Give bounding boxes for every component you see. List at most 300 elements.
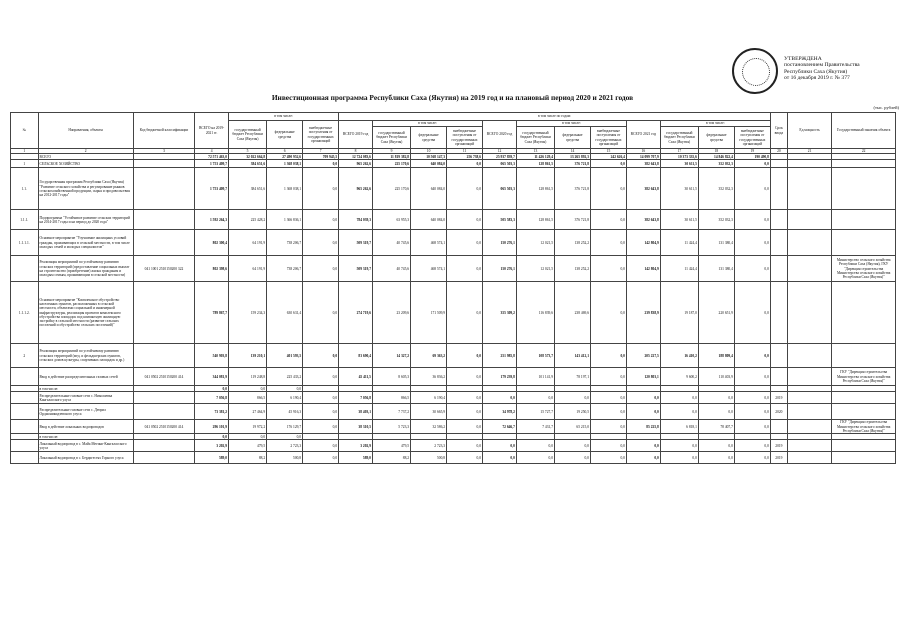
row-value: 6 818,1 bbox=[660, 420, 698, 434]
row-value: 0,0 bbox=[734, 420, 770, 434]
table-row bbox=[11, 210, 896, 230]
header-2020: ВСЕГО 2020 год bbox=[483, 121, 517, 149]
row-value: 0,0 bbox=[447, 230, 483, 256]
row-value: 0,0 bbox=[447, 368, 483, 386]
column-number: 17 bbox=[660, 149, 698, 154]
column-number: 16 bbox=[626, 149, 660, 154]
header-federal: федеральные средства bbox=[267, 121, 303, 149]
row-term bbox=[770, 420, 787, 434]
row-value: 0,0 bbox=[555, 452, 591, 464]
row-capacity bbox=[787, 420, 831, 434]
row-value: 131 380,4 bbox=[698, 256, 734, 282]
row-value: 32 022 664,8 bbox=[229, 154, 267, 160]
row-value: 630 631,4 bbox=[267, 282, 303, 344]
row-value: 0,0 bbox=[447, 168, 483, 210]
row-value: 8 605,3 bbox=[372, 368, 410, 386]
row-customer bbox=[832, 344, 896, 368]
row-value: 382 643,8 bbox=[626, 210, 660, 230]
row-value: 0,0 bbox=[590, 210, 626, 230]
row-term bbox=[770, 344, 787, 368]
row-value: 0,0 bbox=[590, 368, 626, 386]
row-value: 23 209,6 bbox=[372, 282, 410, 344]
row-number bbox=[11, 392, 39, 404]
row-value: 16 410,2 bbox=[660, 344, 698, 368]
row-value: 0,0 bbox=[303, 404, 339, 420]
row-value: 11 819 382,8 bbox=[372, 154, 410, 160]
approval-stamp bbox=[784, 56, 902, 82]
row-value: 38 403,1 bbox=[339, 404, 373, 420]
row-value: 640 084,0 bbox=[411, 168, 447, 210]
row-value: 0,0 bbox=[303, 282, 339, 344]
row-value: 382 643,8 bbox=[626, 160, 660, 168]
row-term bbox=[770, 282, 787, 344]
row-value: 0,0 bbox=[698, 452, 734, 464]
column-number: 5 bbox=[229, 149, 267, 154]
row-value: 5 723,3 bbox=[372, 420, 410, 434]
row-value: 738 206,7 bbox=[267, 256, 303, 282]
row-value: 0,0 bbox=[483, 392, 517, 404]
row-value: 12 021,5 bbox=[516, 230, 554, 256]
row-name: Реализация мероприятий по устойчивому развитию сельских территорий (предоставление социальных выплат на строительство (приобретение) жилья гражданам и молодым семьям, проживающим в сельской местности) bbox=[38, 256, 133, 282]
row-value: 0,0 bbox=[303, 344, 339, 368]
column-number: 13 bbox=[516, 149, 554, 154]
row-value: 0,0 bbox=[303, 256, 339, 282]
row-value: 0,0 bbox=[447, 160, 483, 168]
row-value: 344 081,9 bbox=[195, 368, 229, 386]
row-value: 12 021,5 bbox=[516, 256, 554, 282]
row-value: 802 398,6 bbox=[195, 256, 229, 282]
row-value: 10 568 147,3 bbox=[411, 154, 447, 160]
row-number bbox=[11, 404, 39, 420]
row-value: 0,0 bbox=[660, 392, 698, 404]
row-value: 0,0 bbox=[590, 452, 626, 464]
row-value: 376 721,8 bbox=[555, 160, 591, 168]
column-number: 8 bbox=[339, 149, 373, 154]
row-value: 1 368 038,1 bbox=[267, 168, 303, 210]
row-code bbox=[133, 440, 194, 452]
row-value: 2 723,3 bbox=[411, 440, 447, 452]
row-value: 9 600,2 bbox=[660, 368, 698, 386]
row-value: 965 262,6 bbox=[339, 168, 373, 210]
row-value: 589,0 bbox=[339, 452, 373, 464]
row-value: 150 276,1 bbox=[483, 230, 517, 256]
row-capacity bbox=[787, 230, 831, 256]
header-name: Направления, объекты bbox=[38, 113, 133, 149]
header-2019: ВСЕГО 2019 год bbox=[339, 121, 373, 149]
row-name: Ввод в действие локальных водопроводов bbox=[38, 420, 133, 434]
approval-line: Республики Саха (Якутия) bbox=[784, 68, 848, 75]
column-number: 14 bbox=[555, 149, 591, 154]
row-value: 73 381,2 bbox=[195, 404, 229, 420]
row-customer: ГКУ "Дирекция строительства Министерства сельского хозяйства Республики Саха (Якутия)" bbox=[832, 368, 896, 386]
row-number: 1.1.1.2. bbox=[11, 282, 39, 344]
row-value: 1 592 264,3 bbox=[195, 210, 229, 230]
row-value: 3 202,9 bbox=[339, 440, 373, 452]
header-extra: внебюджетные поступления от государственных организаций bbox=[303, 121, 339, 149]
row-value: 0,0 bbox=[483, 440, 517, 452]
row-value: 19 187,0 bbox=[660, 282, 698, 344]
row-name: ВСЕГО bbox=[38, 154, 133, 160]
row-value: 19 250,5 bbox=[555, 404, 591, 420]
row-value: 108 573,7 bbox=[516, 344, 554, 368]
approval-line: УТВЕРЖДЕНА bbox=[784, 56, 822, 62]
row-value: 88,2 bbox=[229, 452, 267, 464]
row-capacity bbox=[787, 160, 831, 168]
row-capacity bbox=[787, 440, 831, 452]
row-code bbox=[133, 230, 194, 256]
row-value: 11 426 129,4 bbox=[516, 154, 554, 160]
row-value: 866,5 bbox=[372, 392, 410, 404]
row-value: 355 309,2 bbox=[483, 282, 517, 344]
row-value: 2 723,3 bbox=[267, 440, 303, 452]
row-value: 866,5 bbox=[229, 392, 267, 404]
row-value: 0,0 bbox=[590, 168, 626, 210]
row-value: 0,0 bbox=[590, 392, 626, 404]
row-number: 2 bbox=[11, 344, 39, 368]
row-value: 0,0 bbox=[698, 440, 734, 452]
table-row bbox=[11, 452, 896, 464]
row-value: 0,0 bbox=[626, 452, 660, 464]
row-customer bbox=[832, 392, 896, 404]
row-code: 041 0502 2510150200 414 bbox=[133, 420, 194, 434]
row-value: 640 084,0 bbox=[411, 160, 447, 168]
row-value: 120 803,1 bbox=[626, 368, 660, 386]
row-value: 85 225,8 bbox=[626, 420, 660, 434]
row-value: 45 411,5 bbox=[339, 368, 373, 386]
row-value: 19 972,2 bbox=[229, 420, 267, 434]
row-value: 14 846 822,4 bbox=[698, 154, 734, 160]
row-value: 225 433,2 bbox=[267, 368, 303, 386]
column-number: 3 bbox=[133, 149, 194, 154]
row-value: 30 611,5 bbox=[660, 168, 698, 210]
row-value: 128 861,5 bbox=[516, 210, 554, 230]
row-number bbox=[11, 256, 39, 282]
header-incl: в том числе: bbox=[660, 121, 770, 127]
row-value: 0,0 bbox=[590, 160, 626, 168]
row-value: 376 721,8 bbox=[555, 168, 591, 210]
row-value: 500,8 bbox=[267, 452, 303, 464]
row-value: 64 191,9 bbox=[229, 256, 267, 282]
column-number: 9 bbox=[372, 149, 410, 154]
header-incl: в том числе: bbox=[229, 113, 339, 121]
row-value: 065 503,3 bbox=[483, 160, 517, 168]
row-value: 7 431,7 bbox=[516, 420, 554, 434]
investment-table bbox=[10, 112, 896, 464]
row-name: Распределительные газовые сети с. Деприл Орджоникидзевского улуса bbox=[38, 404, 133, 420]
approval-line: от 16 декабря 2019 г. № 377 bbox=[784, 75, 850, 82]
row-value: 640 084,0 bbox=[411, 210, 447, 230]
row-value: 131 380,4 bbox=[698, 230, 734, 256]
row-value: 225 170,6 bbox=[372, 168, 410, 210]
row-code bbox=[133, 452, 194, 464]
row-value: 0,0 bbox=[447, 404, 483, 420]
row-value: 0,0 bbox=[734, 210, 770, 230]
row-capacity bbox=[787, 168, 831, 210]
header-state: государственный бюджет Республики Саха (Якутия) bbox=[229, 121, 267, 149]
row-name: Подпрограмма "Устойчивое развитие сельских территорий на 2014-2017 годы и на период до 2020 года" bbox=[38, 210, 133, 230]
row-name: Основное мероприятие "Комплексное обустройство населенных пунктов, расположенных в сельской местности, объектами социальной и инженерной инфраструктуры, реализация проектов комплексного обустройства площадок под компактную жилищную застройку в сельской местности (развитие сельских поселений и обустройство сельских поселений)" bbox=[38, 282, 133, 344]
official-seal-icon bbox=[732, 48, 778, 94]
column-number: 11 bbox=[447, 149, 483, 154]
row-code bbox=[133, 392, 194, 404]
row-number bbox=[11, 440, 39, 452]
row-value: 0,0 bbox=[447, 452, 483, 464]
row-value: 205 227,5 bbox=[626, 344, 660, 368]
row-value: 0,0 bbox=[303, 160, 339, 168]
header-extra: внебюджетные поступления от государственных организаций bbox=[734, 127, 770, 149]
row-value: 468 574,1 bbox=[411, 230, 447, 256]
row-value: 150 276,1 bbox=[483, 256, 517, 282]
row-value: 0,0 bbox=[229, 386, 267, 392]
row-number: 1.1.1. bbox=[11, 210, 39, 230]
row-value: 88,2 bbox=[372, 452, 410, 464]
row-value: 239 838,9 bbox=[626, 282, 660, 344]
row-value: 251 985,8 bbox=[483, 344, 517, 368]
row-customer: ГКУ "Дирекция строительства Министерства сельского хозяйства Республики Саха (Якутия)" bbox=[832, 420, 896, 434]
row-value: 0,0 bbox=[303, 440, 339, 452]
header-term: Срок ввода bbox=[770, 113, 787, 149]
row-value: 6 190,4 bbox=[411, 392, 447, 404]
row-code bbox=[133, 168, 194, 210]
row-value: 27 464,9 bbox=[229, 404, 267, 420]
row-name: в том числе: bbox=[38, 386, 133, 392]
row-value: 188 809,4 bbox=[698, 344, 734, 368]
column-number: 15 bbox=[590, 149, 626, 154]
row-value: 0,0 bbox=[516, 452, 554, 464]
column-number: 7 bbox=[303, 149, 339, 154]
row-value: 78 407,7 bbox=[698, 420, 734, 434]
row-value: 190 490,8 bbox=[734, 154, 770, 160]
header-federal: федеральные средства bbox=[411, 127, 447, 149]
row-value: 509 319,7 bbox=[339, 230, 373, 256]
row-value: 30 611,5 bbox=[660, 210, 698, 230]
row-value: 0,0 bbox=[555, 440, 591, 452]
header-state: государственный бюджет Республики Саха (Якутия) bbox=[660, 127, 698, 149]
row-value: 220 651,9 bbox=[698, 282, 734, 344]
row-value: 0,0 bbox=[626, 404, 660, 420]
row-name: в том числе: bbox=[38, 434, 133, 440]
row-value: 0,0 bbox=[267, 386, 303, 392]
row-value: 0,0 bbox=[195, 434, 229, 440]
row-value: 509 319,7 bbox=[339, 256, 373, 282]
row-value: 110 403,9 bbox=[698, 368, 734, 386]
row-value: 0,0 bbox=[483, 452, 517, 464]
row-value: 225 428,2 bbox=[229, 210, 267, 230]
row-value: 0,0 bbox=[590, 282, 626, 344]
header-extra: внебюджетные поступления от государственных организаций bbox=[590, 127, 626, 149]
row-value: 0,0 bbox=[734, 368, 770, 386]
table-row bbox=[11, 168, 896, 210]
column-number: 21 bbox=[787, 149, 831, 154]
row-value: 7 056,8 bbox=[339, 392, 373, 404]
row-value: 479,5 bbox=[229, 440, 267, 452]
row-term bbox=[770, 160, 787, 168]
row-value: 0,0 bbox=[267, 434, 303, 440]
row-value: 0,0 bbox=[303, 452, 339, 464]
row-value: 10 373 335,6 bbox=[660, 154, 698, 160]
row-value: 500,8 bbox=[411, 452, 447, 464]
row-customer bbox=[832, 230, 896, 256]
row-term bbox=[770, 368, 787, 386]
header-incl-years: в том числе по годам: bbox=[339, 113, 771, 121]
row-capacity bbox=[787, 368, 831, 386]
table-row bbox=[11, 344, 896, 368]
row-number bbox=[11, 420, 39, 434]
row-value: 0,0 bbox=[734, 344, 770, 368]
row-value: 1 368 038,1 bbox=[267, 160, 303, 168]
row-value: 27 490 952,6 bbox=[267, 154, 303, 160]
row-value: 0,0 bbox=[447, 392, 483, 404]
row-value: 802 300,4 bbox=[195, 230, 229, 256]
row-value: 709 945,5 bbox=[303, 154, 339, 160]
row-value: 0,0 bbox=[303, 368, 339, 386]
row-value: 128 861,5 bbox=[516, 160, 554, 168]
row-capacity bbox=[787, 256, 831, 282]
row-value: 179 239,8 bbox=[483, 368, 517, 386]
header-state: государственный бюджет Республики Саха (Якутия) bbox=[372, 127, 410, 149]
header-2021: ВСЕГО 2021 год bbox=[626, 121, 660, 149]
row-term: 2019 bbox=[770, 392, 787, 404]
row-name: Ввод в действие распределительных газовых сетей bbox=[38, 368, 133, 386]
table-row bbox=[11, 256, 896, 282]
header-code: Код бюджетной классификации bbox=[133, 113, 194, 149]
row-value: 0,0 bbox=[447, 344, 483, 368]
row-value: 0,0 bbox=[734, 404, 770, 420]
row-name: Основное мероприятие "Улучшение жилищных условий граждан, проживающих в сельской местности, в том числе молодых семей и молодых специалистов" bbox=[38, 230, 133, 256]
row-name: Государственная программа Республики Саха (Якутия) "Развитие сельского хозяйства и регулирование рынков сельскохозяйственной продукции, сырья и продовольствия на 2012-2017 годы" bbox=[38, 168, 133, 210]
row-term bbox=[770, 256, 787, 282]
row-value: 34 978,2 bbox=[483, 404, 517, 420]
header-federal: федеральные средства bbox=[698, 127, 734, 149]
row-value: 505 583,3 bbox=[483, 210, 517, 230]
row-value: 225 170,6 bbox=[372, 160, 410, 168]
row-customer bbox=[832, 168, 896, 210]
row-value: 6 190,4 bbox=[267, 392, 303, 404]
row-value: 0,0 bbox=[734, 256, 770, 282]
row-value: 0,0 bbox=[626, 440, 660, 452]
row-code bbox=[133, 160, 194, 168]
row-value: 352 032,3 bbox=[698, 210, 734, 230]
header-customer: Государственный заказчик объекта bbox=[832, 113, 896, 149]
row-value: 116 839,6 bbox=[516, 282, 554, 344]
row-code bbox=[133, 404, 194, 420]
column-number: 6 bbox=[267, 149, 303, 154]
row-value: 176 129,7 bbox=[267, 420, 303, 434]
header-state: государственный бюджет Республики Саха (Якутия) bbox=[516, 127, 554, 149]
row-value: 0,0 bbox=[447, 282, 483, 344]
row-value: 7 056,8 bbox=[195, 392, 229, 404]
column-number: 19 bbox=[734, 149, 770, 154]
row-value: 159 234,3 bbox=[229, 282, 267, 344]
row-value: 256 738,6 bbox=[447, 154, 483, 160]
row-value: 0,0 bbox=[303, 420, 339, 434]
row-value: 0,0 bbox=[590, 230, 626, 256]
column-number: 12 bbox=[483, 149, 517, 154]
table-row bbox=[11, 282, 896, 344]
row-value: 0,0 bbox=[516, 392, 554, 404]
row-code bbox=[133, 210, 194, 230]
row-value: 0,0 bbox=[555, 392, 591, 404]
header-total: ВСЕГО на 2019-2021 гг. bbox=[195, 113, 229, 149]
row-value: 0,0 bbox=[195, 386, 229, 392]
row-value: 0,0 bbox=[734, 230, 770, 256]
row-name: Локальный водопровод в с. Майа Мегино-Кангаласского улуса bbox=[38, 440, 133, 452]
row-value: 142 804,9 bbox=[626, 256, 660, 282]
row-capacity bbox=[787, 344, 831, 368]
row-value: 384 651,6 bbox=[229, 168, 267, 210]
table-row bbox=[11, 368, 896, 386]
column-number: 1 bbox=[11, 149, 39, 154]
row-value: 0,0 bbox=[447, 210, 483, 230]
row-customer bbox=[832, 210, 896, 230]
row-value: 274 719,6 bbox=[339, 282, 373, 344]
row-value: 0,0 bbox=[698, 392, 734, 404]
row-customer bbox=[832, 404, 896, 420]
header-federal: федеральные средства bbox=[555, 127, 591, 149]
units-label: (тыс. рублей) bbox=[873, 105, 899, 110]
row-value: 0,0 bbox=[734, 392, 770, 404]
table-row bbox=[11, 404, 896, 420]
document-title: Инвестиционная программа Республики Саха (Якутия) на 2019 год и на плановый период 2020 и 2021 годов bbox=[271, 93, 634, 102]
row-capacity bbox=[787, 452, 831, 464]
row-value: 0,0 bbox=[303, 392, 339, 404]
column-number: 2 bbox=[38, 149, 133, 154]
row-term bbox=[770, 230, 787, 256]
row-value: 1 753 409,7 bbox=[195, 168, 229, 210]
row-value: 45 916,3 bbox=[267, 404, 303, 420]
row-value: 1 753 409,7 bbox=[195, 160, 229, 168]
row-value: 13 265 892,3 bbox=[555, 154, 591, 160]
row-value: 0,0 bbox=[698, 404, 734, 420]
row-value: 0,0 bbox=[660, 440, 698, 452]
header-no: № bbox=[11, 113, 39, 149]
column-number: 10 bbox=[411, 149, 447, 154]
row-value: 30 665,9 bbox=[411, 404, 447, 420]
row-value: 376 721,8 bbox=[555, 210, 591, 230]
row-value: 143 412,1 bbox=[555, 344, 591, 368]
row-customer bbox=[832, 440, 896, 452]
row-capacity bbox=[787, 392, 831, 404]
row-value: 3 202,9 bbox=[195, 440, 229, 452]
row-value: 382 643,8 bbox=[626, 168, 660, 210]
row-value: 0,0 bbox=[447, 440, 483, 452]
row-value: 1 366 836,1 bbox=[267, 210, 303, 230]
row-value: 0,0 bbox=[660, 404, 698, 420]
row-capacity bbox=[787, 404, 831, 420]
row-value: 11 424,4 bbox=[660, 230, 698, 256]
row-value: 0,0 bbox=[590, 420, 626, 434]
row-term: 2019 bbox=[770, 440, 787, 452]
row-value: 138 252,2 bbox=[555, 230, 591, 256]
row-term: 2020 bbox=[770, 404, 787, 420]
table-row bbox=[11, 160, 896, 168]
row-value: 64 191,9 bbox=[229, 230, 267, 256]
row-code bbox=[133, 344, 194, 368]
row-value: 0,0 bbox=[590, 404, 626, 420]
row-value: 384 651,6 bbox=[229, 160, 267, 168]
row-value: 0,0 bbox=[447, 256, 483, 282]
header-extra: внебюджетные поступления от государственных организаций bbox=[447, 127, 483, 149]
row-value: 63 955,3 bbox=[372, 210, 410, 230]
column-number: 22 bbox=[832, 149, 896, 154]
row-value: 72 571 463,0 bbox=[195, 154, 229, 160]
row-value: 40 745,6 bbox=[372, 230, 410, 256]
row-value: 128 861,5 bbox=[516, 168, 554, 210]
row-value: 479,5 bbox=[372, 440, 410, 452]
row-value: 101 141,9 bbox=[516, 368, 554, 386]
row-name: Локальный водопровод в с. Бердигестях Горного улуса bbox=[38, 452, 133, 464]
row-value: 0,0 bbox=[516, 440, 554, 452]
